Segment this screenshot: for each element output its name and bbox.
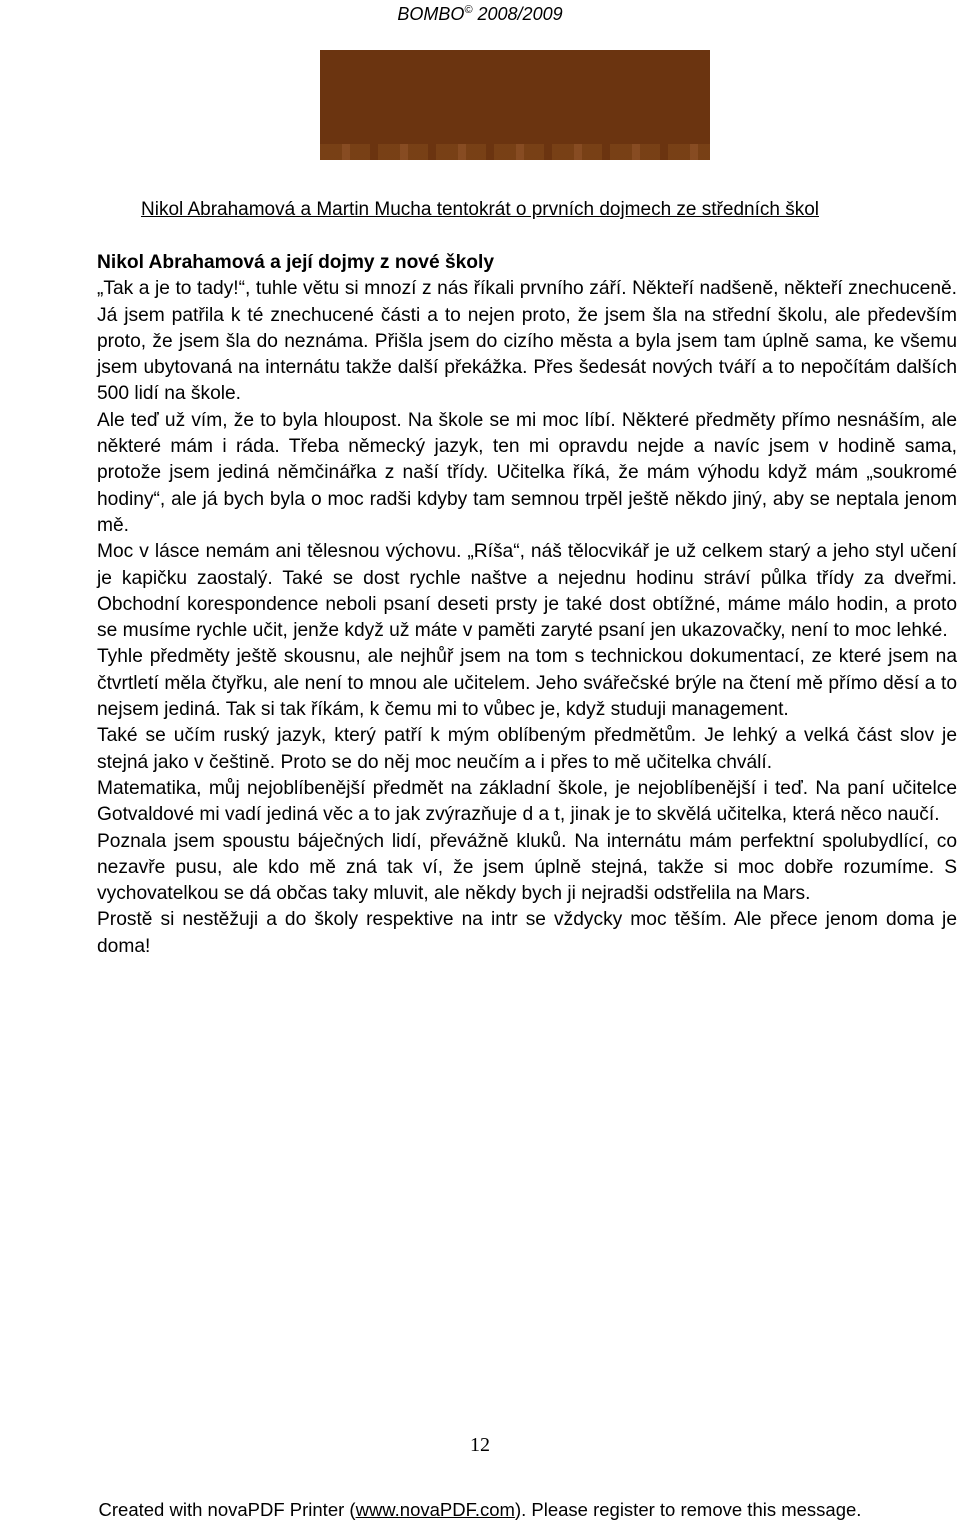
footer-watermark-notice xyxy=(0,1499,960,1521)
banner-cropped-lettering xyxy=(320,144,710,160)
article-paragraph: Poznala jsem spoustu báječných lidí, převážně kluků. Na internátu mám perfektní spolubydlící, co nezavře pusu, ale kdo mě zná tak ví, že jsem úplně stejná, takže si moc dobře rozumíme. S vychovatelkou se dá občas taky mluvit, ale někdy bych ji nejradši odstřelila na Mars. xyxy=(97,830,957,905)
header-year: 2008/2009 xyxy=(472,4,563,24)
article-paragraph: „Tak a je to tady!“, tuhle větu si mnozí z nás říkali prvního září. Někteří nadšeně, někteří znechuceně. Já jsem patřila k té znechucené části a to nejen proto, že jsem šla na střední školu, ale především proto, že jsem šla do neznáma. Přišla jsem do cizího města a byla jsem tam úplně sama, ke všemu jsem ubytovaná na internátu takže další překážka. Přes šedesát nových tváří a to nepočítám dalších 500 lidí na škole. xyxy=(97,278,957,405)
title-banner-image xyxy=(320,50,710,160)
article xyxy=(97,250,957,960)
novapdf-link[interactable]: www.novaPDF.com xyxy=(355,1499,515,1520)
header-brand: BOMBO xyxy=(397,4,465,24)
article-paragraph: Matematika, můj nejoblíbenější předmět na základní škole, je nejoblíbenější i teď. Na paní učitelce Gotvaldové mi vadí jediná věc a to jak zvýrazňuje d a t, jinak je to skvělá učitelka, která něco naučí. xyxy=(97,777,957,826)
article-paragraph: Tyhle předměty ještě skousnu, ale nejhůř jsem na tom s technickou dokumentací, ze které jsem na čtvrtletí měla čtyřku, ale není to mnou ale učitelem. Jeho svářečské brýle na čtení mě přímo děsí a to nejsem jediná. Tak si tak říkám, k čemu mi to vůbec je, když studuji management. xyxy=(97,646,957,721)
page-subtitle: Nikol Abrahamová a Martin Mucha tentokrát o prvních dojmech ze středních škol xyxy=(141,199,819,220)
article-paragraph: Také se učím ruský jazyk, který patří k mým oblíbeným předmětům. Je lehký a velká část slov je stejná jako v češtině. Proto se do něj moc neučím a i přes to mě učitelka chválí. xyxy=(97,725,957,773)
running-header xyxy=(0,4,960,25)
article-heading: Nikol Abrahamová a její dojmy z nové školy xyxy=(97,252,495,273)
page-number: 12 xyxy=(470,1434,490,1456)
footer-prefix: Created with novaPDF Printer ( xyxy=(98,1499,356,1520)
copyright-mark: © xyxy=(464,4,473,16)
article-paragraph: Moc v lásce nemám ani tělesnou výchovu. „Ríša“, náš tělocvikář je už celkem starý a jeho styl učení je kapičku zaostalý. Také se dost rychle naštve a nejednu hodinu stráví půlka třídy za dveřmi. Obchodní korespondence neboli psaní deseti prsty je také dost obtížné, máme málo hodin, a proto se musíme rychle učit, jenže když už máte v paměti zaryté psaní jen ukazovačky, není to moc lehké. xyxy=(97,541,957,642)
article-paragraph: Prostě si nestěžuji a do školy respektive na intr se vždycky moc těším. Ale přece jenom doma je doma! xyxy=(97,909,957,957)
footer-suffix: ). Please register to remove this message. xyxy=(514,1499,862,1520)
article-paragraph: Ale teď už vím, že to byla hloupost. Na škole se mi moc líbí. Některé předměty přímo nesnáším, ale některé mám i ráda. Třeba německý jazyk, ten mi opravdu nejde a navíc jsem v hodině sama, protože jsem jediná němčinářka z naší třídy. Učitelka říká, že mám výhodu když mám „soukromé hodiny“, ale já bych byla o moc radši kdyby tam semnou trpěl ještě někdo jiný, aby se neptala jenom mě. xyxy=(97,409,957,536)
